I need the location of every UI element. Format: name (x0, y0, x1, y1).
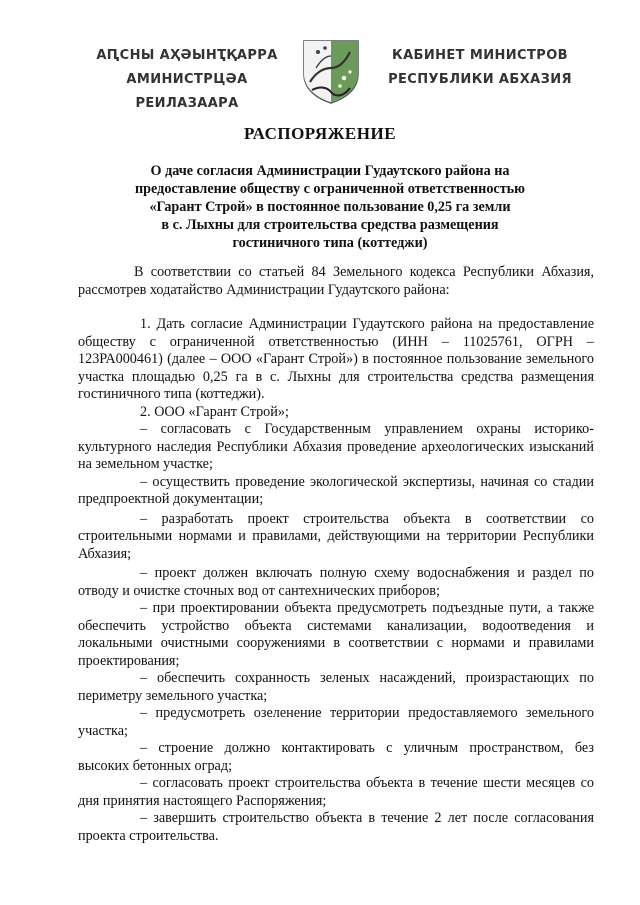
subject-line: предоставление обществу с ограниченной ответственностью (134, 181, 526, 197)
preamble-paragraph: В соответствии со статьей 84 Земельного кодекса Республики Абхазия, рассмотрев ходатайство Администрации Гудаутского района: (78, 264, 594, 298)
subject-line: О даче согласия Администрации Гудаутского района на (150, 163, 510, 179)
subitem-paragraph: – завершить строительство объекта в течение 2 лет после согласования проекта строительства. (78, 810, 594, 844)
subject-line: гостиничного типа (коттеджи) (232, 235, 428, 251)
subitem-paragraph: – согласовать проект строительства объекта в течение шести месяцев со дня принятия настоящего Распоряжения; (78, 775, 594, 809)
subject-line: в с. Лыхны для строительства средства размещения (161, 217, 499, 233)
abkhazia-coat-of-arms-icon (300, 38, 362, 104)
header-russian-line1: КАБИНЕТ МИНИСТРОВ (392, 48, 568, 63)
subitem-paragraph: – разработать проект строительства объекта в соответствии со строительными нормами и правилами, действующими на территории Республики Абхазия; (78, 510, 594, 562)
subject-line: «Гарант Строй» в постоянное пользование 0,25 га земли (149, 199, 511, 215)
subitem-paragraph: – проект должен включать полную схему водоснабжения и раздел по отводу и очистке сточных вод от сантехнических приборов; (78, 565, 594, 599)
header-abkhaz (82, 44, 292, 116)
item-1-paragraph: 1. Дать согласие Администрации Гудаутского района на предоставление обществу с ограниченной ответственностью (ИНН – 11025761, ОГРН – 123РА000461) (далее – ООО «Гарант Строй») в постоянное пользование земельного участка площадью 0,25 га в с. Лыхны для строительства средства размещения гостиничного типа (коттеджи). (78, 316, 594, 402)
header-russian-line2: РЕСПУБЛИКИ АБХАЗИЯ (388, 72, 572, 87)
subitem-paragraph: – согласовать с Государственным управлением охраны историко-культурного наследия Республики Абхазия проведение археологических изысканий на земельном участке; (78, 421, 594, 472)
subitem-paragraph: – строение должно контактировать с уличным пространством, без высоких бетонных оград; (78, 740, 594, 774)
subitem-paragraph: – предусмотреть озеленение территории предоставляемого земельного участка; (78, 705, 594, 739)
subitem-paragraph: – при проектировании объекта предусмотреть подъездные пути, а также обеспечить устройство объекта системами канализации, водоотведения и локальными очистными сооружениями в соответствии с нормами и правилами проектирования; (78, 600, 594, 669)
item-2-paragraph: 2. ООО «Гарант Строй»; (140, 403, 289, 420)
document-title: РАСПОРЯЖЕНИЕ (243, 124, 397, 143)
header-russian (380, 44, 580, 92)
header-abkhaz-line1: АԤСНЫ АҲӘЫНҬҚАРРА (96, 48, 278, 63)
header-abkhaz-line2: АМИНИСТРЦӘА РЕИЛАЗААРА (126, 72, 248, 111)
document-body (78, 264, 594, 845)
document-subject (120, 162, 540, 252)
subitem-paragraph: – осуществить проведение экологической экспертизы, начиная со стадии предпроектной документации; (78, 473, 594, 507)
subitem-paragraph: – обеспечить сохранность зеленых насаждений, произрастающих по периметру земельного участка; (78, 670, 594, 704)
